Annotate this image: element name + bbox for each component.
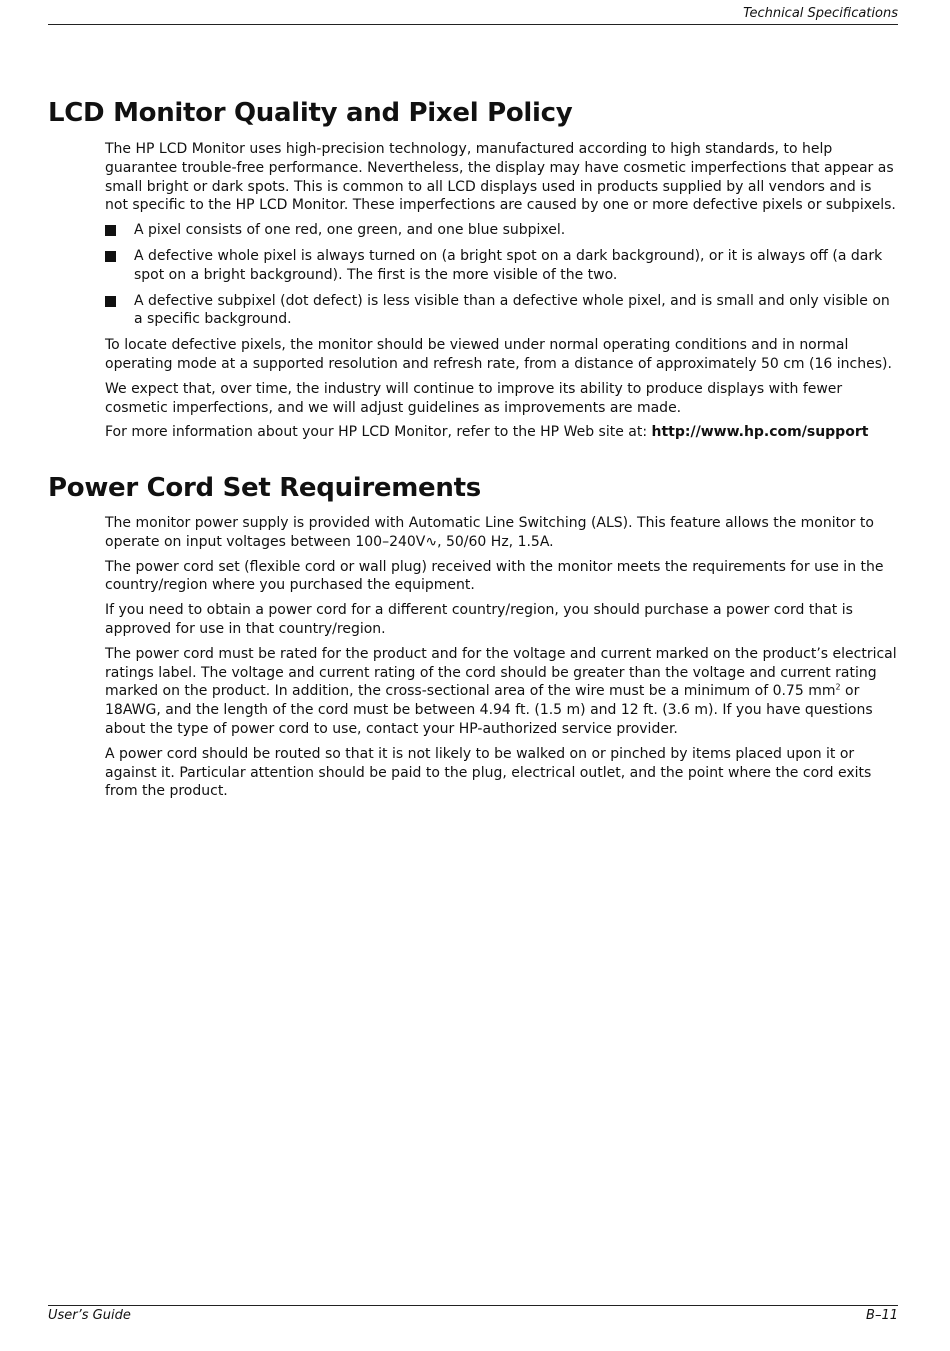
- bullet-item: [105, 221, 897, 240]
- locate-pixels-paragraph: To locate defective pixels, the monitor should be viewed under normal operating conditions and in normal operating mode at a supported resolution and refresh rate, from a distance of approximately 50 cm (16 inches).: [105, 337, 892, 372]
- bullet-text: A pixel consists of one red, one green, and one blue subpixel.: [134, 222, 566, 239]
- power-cord-heading: Power Cord Set Requirements: [48, 473, 481, 503]
- bullet-text: A defective whole pixel is always turned on (a bright spot on a dark background), or it is always off (a dark spot on a bright background). The first is the more visible of the two.: [134, 247, 883, 283]
- lcd-policy-heading: LCD Monitor Quality and Pixel Policy: [48, 98, 573, 128]
- footer-guide-name: User’s Guide: [48, 1308, 131, 1323]
- als-paragraph: The monitor power supply is provided with Automatic Line Switching (ALS). This feature allows the monitor to operate on input voltages between 100–240V∿, 50/60 Hz, 1.5A.: [105, 515, 874, 550]
- square-bullet-icon: [105, 225, 116, 236]
- bullet-text: A defective subpixel (dot defect) is less visible than a defective whole pixel, and is small and only visible on a specific background.: [134, 292, 890, 328]
- running-footer: [48, 1305, 898, 1323]
- cord-routing-paragraph: A power cord should be routed so that it is not likely to be walked on or pinched by items placed upon it or against it. Particular attention should be paid to the plug, electrical outlet, and the point where the cord exits from the product.: [105, 745, 872, 800]
- bullet-item: [105, 292, 897, 330]
- more-info-text: For more information about your HP LCD Monitor, refer to the HP Web site at:: [105, 424, 652, 441]
- cord-rating-paragraph: [105, 645, 897, 739]
- cord-rating-text-2: or 18AWG, and the length of the cord must be between 4.94 ft. (1.5 m) and 12 ft. (3.6 m). If you have questions about the type of power cord to use, contact your HP-authorized service provider.: [105, 683, 873, 737]
- expectation-paragraph: We expect that, over time, the industry will continue to improve its ability to produce displays with fewer cosmetic imperfections, and we will adjust guidelines as improvements are made.: [105, 380, 843, 416]
- header-section-title: Technical Specifications: [743, 6, 898, 21]
- squared-superscript: 2: [835, 682, 841, 692]
- pixel-bullet-list: [105, 221, 897, 329]
- hp-support-link[interactable]: http://www.hp.com/support: [651, 424, 869, 441]
- footer-page-number: B–11: [866, 1308, 898, 1323]
- other-country-paragraph: If you need to obtain a power cord for a different country/region, you should purchase a power cord that is approved for use in that country/region.: [105, 602, 853, 637]
- square-bullet-icon: [105, 251, 116, 262]
- cord-set-paragraph: The power cord set (flexible cord or wall plug) received with the monitor meets the requirements for use in the country/region where you purchased the equipment.: [105, 558, 884, 594]
- lcd-intro-paragraph: The HP LCD Monitor uses high-precision technology, manufactured according to high standards, to help guarantee trouble-free performance. Nevertheless, the display may have cosmetic imperfections that appear as small bright or dark spots. This is common to all LCD displays used in products supplied by all vendors and is not specific to the HP LCD Monitor. These imperfections are caused by one or more defective pixels or subpixels.: [105, 141, 896, 214]
- square-bullet-icon: [105, 296, 116, 307]
- power-cord-section: [105, 514, 897, 807]
- running-header: [48, 6, 898, 25]
- cord-rating-text-1: The power cord must be rated for the product and for the voltage and current marked on the product’s electrical ratings label. The voltage and current rating of the cord should be greater than the voltage and current rating marked on the product. In addition, the cross-sectional area of the wire must be a minimum of 0.75 mm: [105, 645, 897, 700]
- more-info-paragraph: [105, 423, 897, 442]
- bullet-item: [105, 247, 897, 285]
- lcd-policy-section: [105, 140, 897, 448]
